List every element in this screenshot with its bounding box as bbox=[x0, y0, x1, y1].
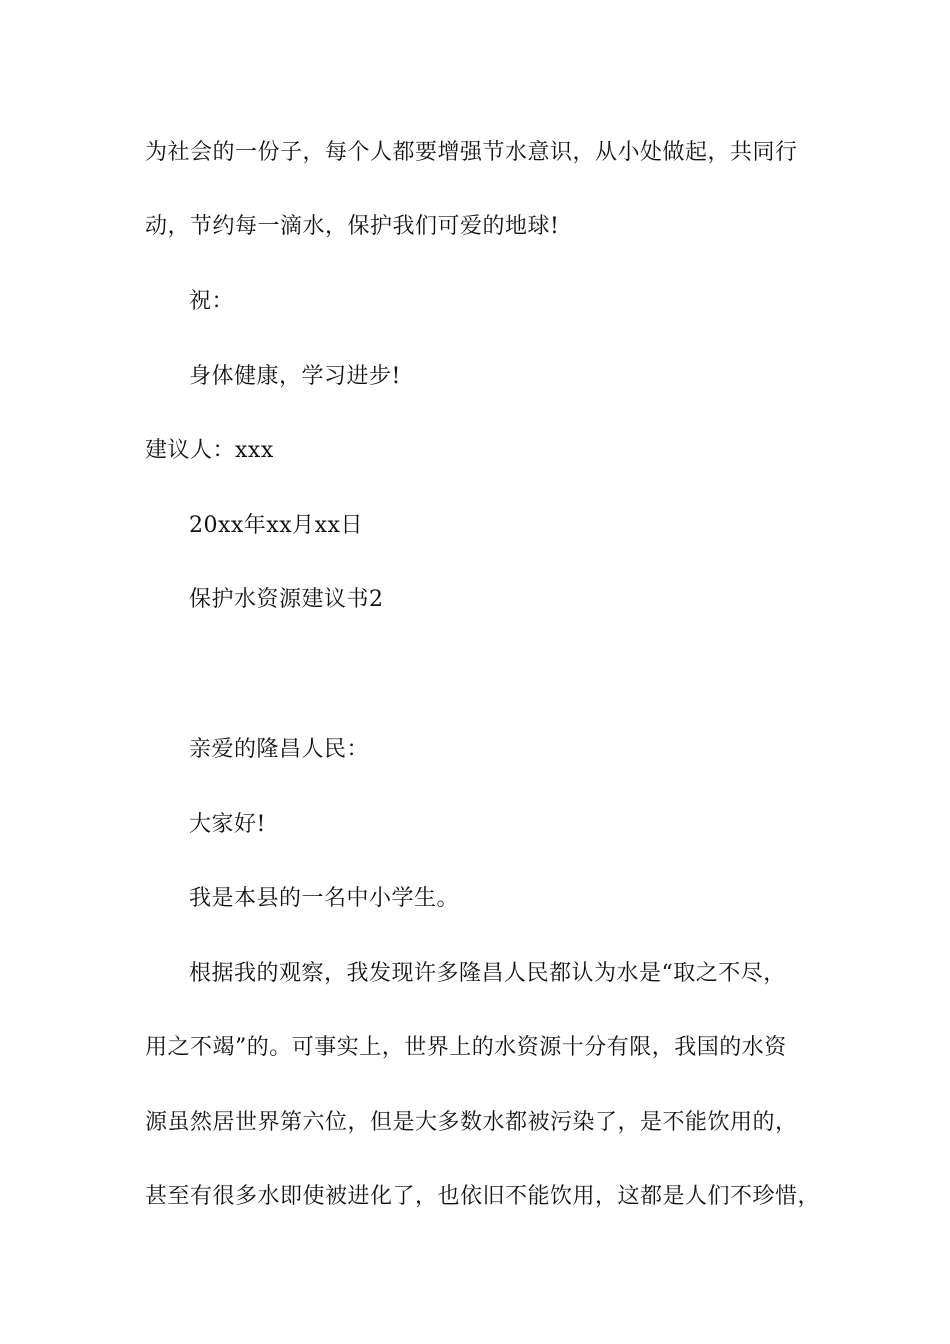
date-line: 20xx年xx月xx日 bbox=[189, 513, 363, 538]
body-text-line: 根据我的观察，我发现许多隆昌人民都认为水是“取之不尽， bbox=[189, 961, 786, 986]
closing-wish: 身体健康，学习进步! bbox=[189, 364, 401, 389]
body-text-line: 我是本县的一名中小学生。 bbox=[189, 886, 460, 911]
body-text-line: 动，节约每一滴水，保护我们可爱的地球! bbox=[145, 214, 560, 239]
body-text-line: 为社会的一份子，每个人都要增强节水意识，从小处做起，共同行 bbox=[145, 140, 798, 165]
closing-salutation: 祝： bbox=[189, 289, 235, 314]
section-title: 保护水资源建议书2 bbox=[189, 587, 384, 612]
signature-line: 建议人：xxx bbox=[145, 438, 274, 463]
greeting-line: 大家好! bbox=[189, 812, 266, 837]
body-text-line: 甚至有很多水即使被进化了，也依旧不能饮用，这都是人们不珍惜， bbox=[145, 1184, 821, 1209]
body-text-line: 源虽然居世界第六位，但是大多数水都被污染了，是不能饮用的， bbox=[145, 1110, 798, 1135]
body-text-line: 用之不竭”的。可事实上，世界上的水资源十分有限，我国的水资 bbox=[145, 1035, 787, 1060]
greeting-line: 亲爱的隆昌人民： bbox=[189, 737, 370, 762]
